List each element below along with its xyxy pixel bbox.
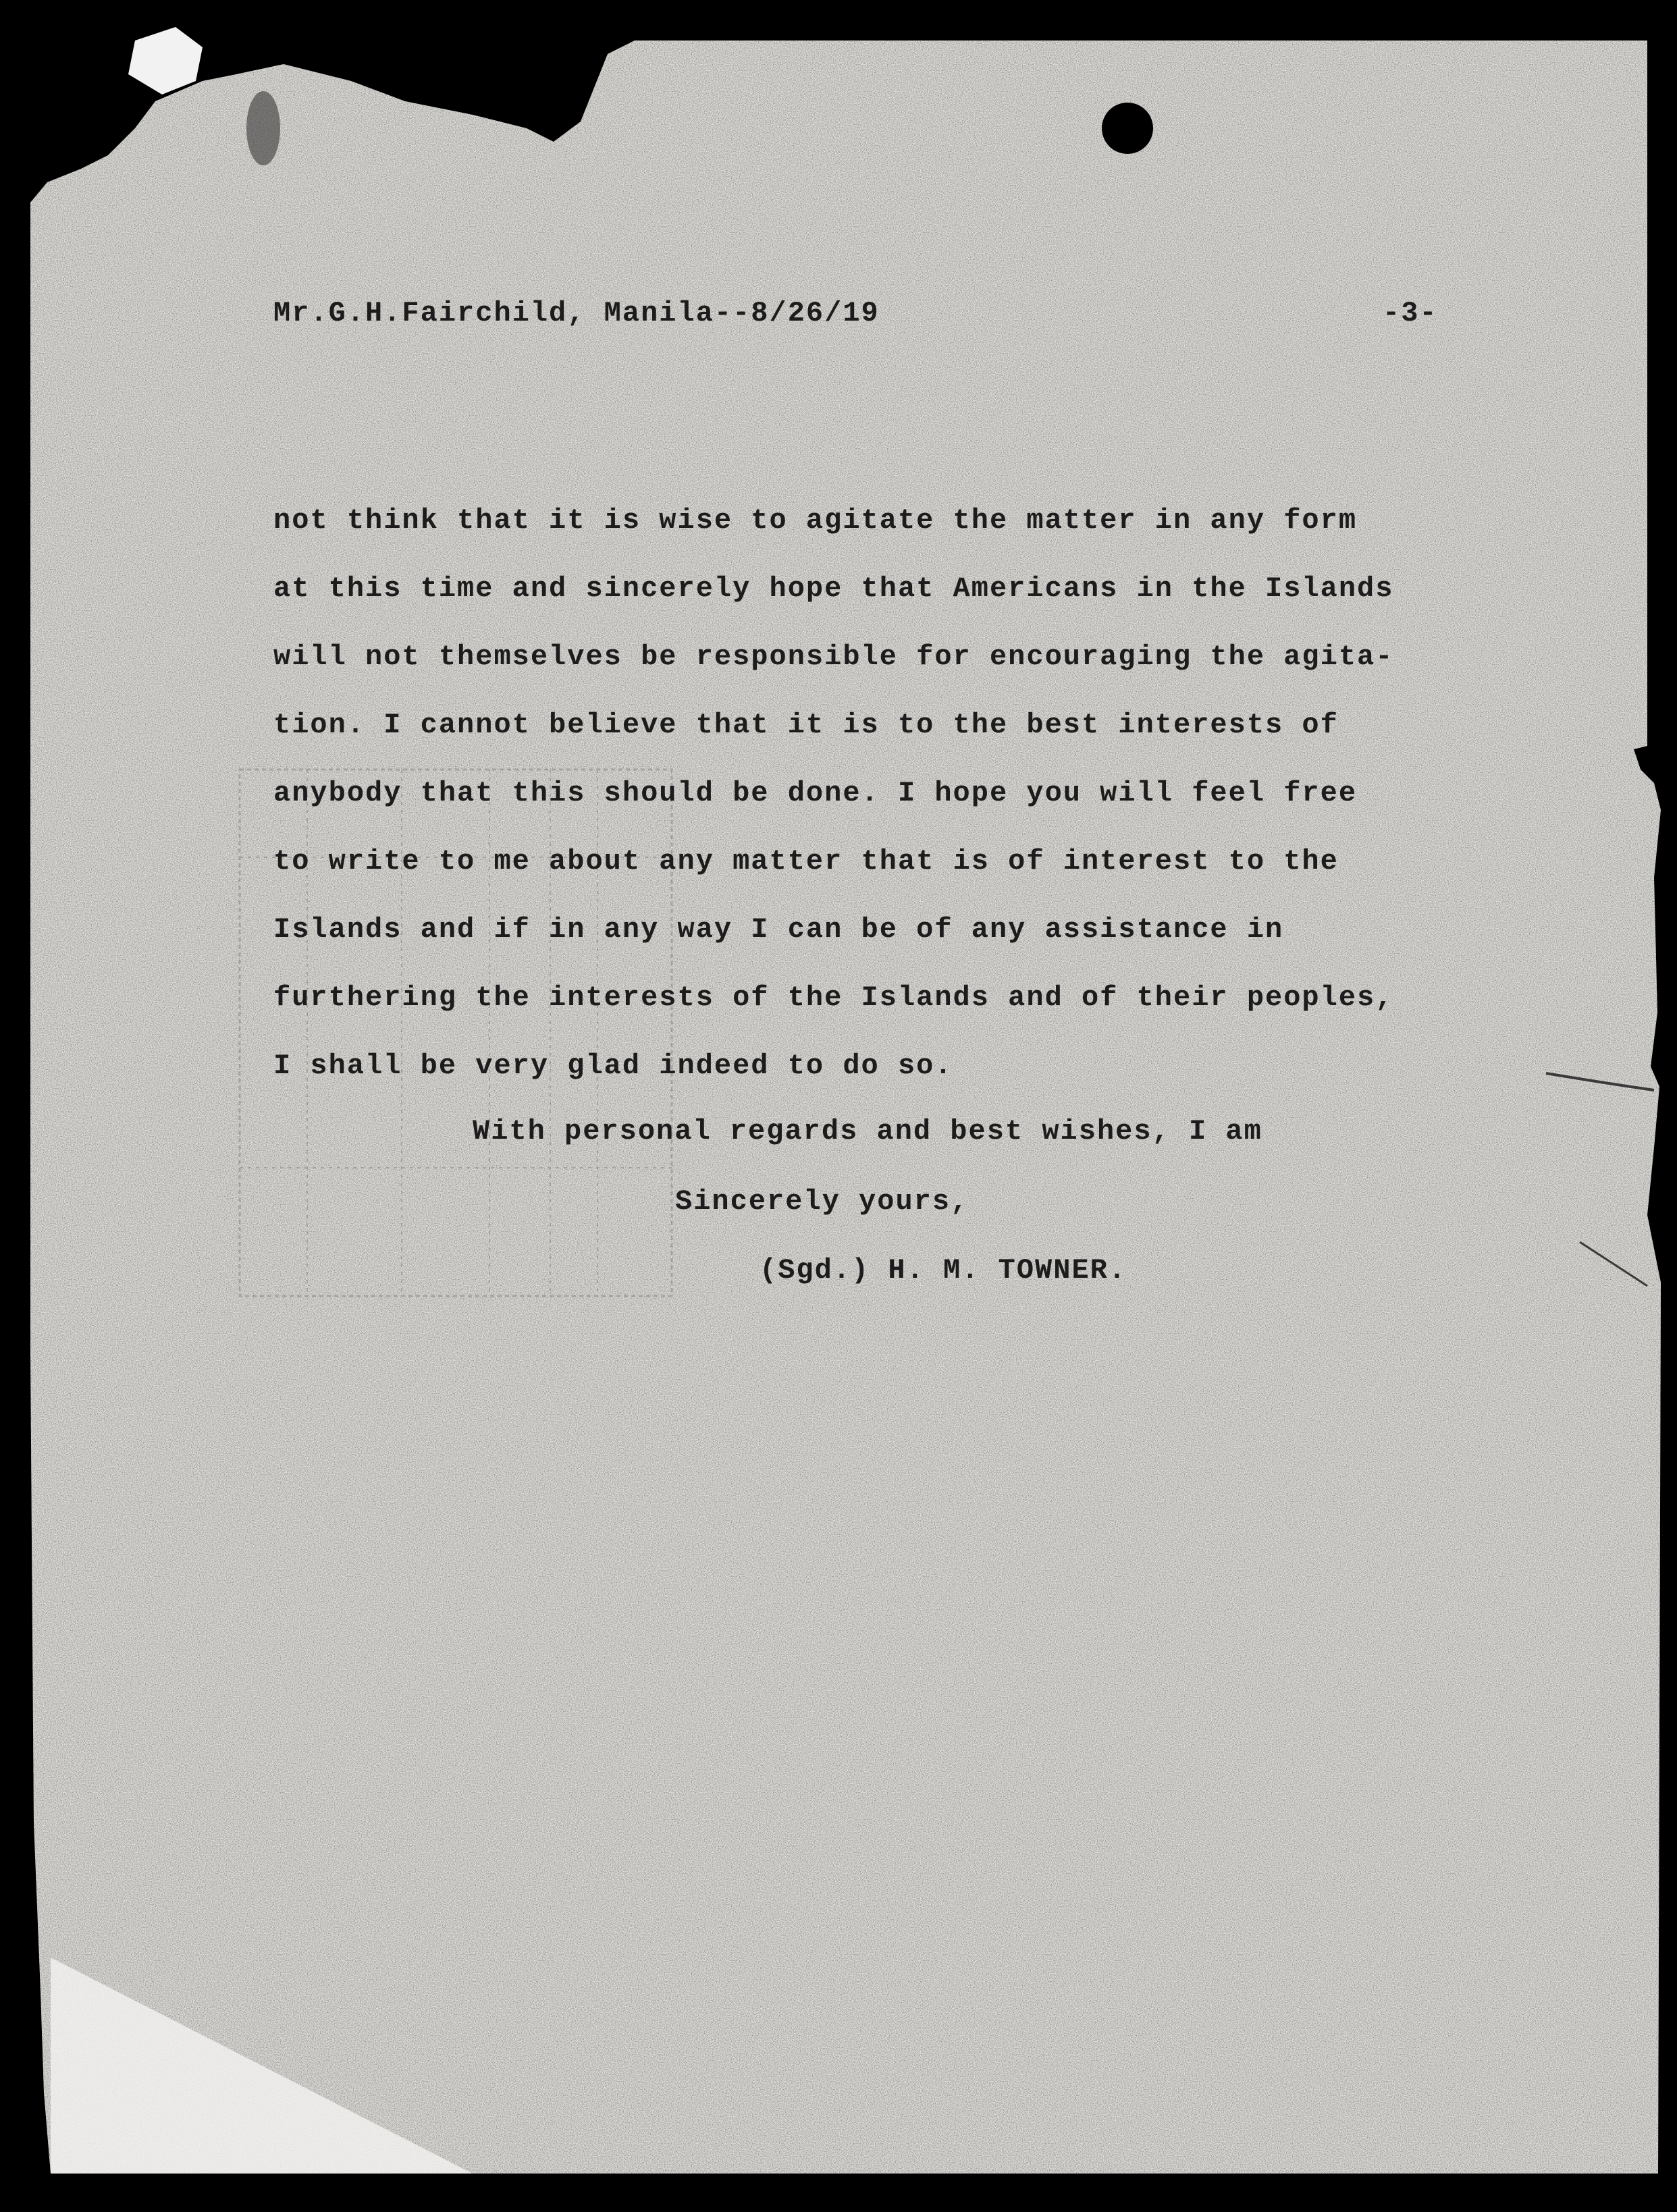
body-line: to write to me about any matter that is of interest to the <box>273 845 1339 878</box>
body-line: anybody that this should be done. I hope you will feel free <box>273 777 1358 809</box>
page-number: -3- <box>1383 297 1438 329</box>
signature: (Sgd.) H. M. TOWNER. <box>760 1254 1127 1287</box>
body-line: Islands and if in any way I can be of any assistance in <box>273 913 1284 946</box>
body-line: at this time and sincerely hope that Americans in the Islands <box>273 572 1394 605</box>
body-line: will not themselves be responsible for encouraging the agita- <box>273 641 1394 673</box>
letter-header: Mr.G.H.Fairchild, Manila--8/26/19 <box>273 297 880 329</box>
body-line: I shall be very glad indeed to do so. <box>273 1050 953 1082</box>
closing-line: With personal regards and best wishes, I am <box>473 1115 1262 1148</box>
body-line: furthering the interests of the Islands and of their peoples, <box>273 981 1394 1014</box>
body-line: tion. I cannot believe that it is to the best interests of <box>273 709 1339 741</box>
body-line: not think that it is wise to agitate the matter in any form <box>273 504 1358 537</box>
signoff: Sincerely yours, <box>675 1185 969 1218</box>
